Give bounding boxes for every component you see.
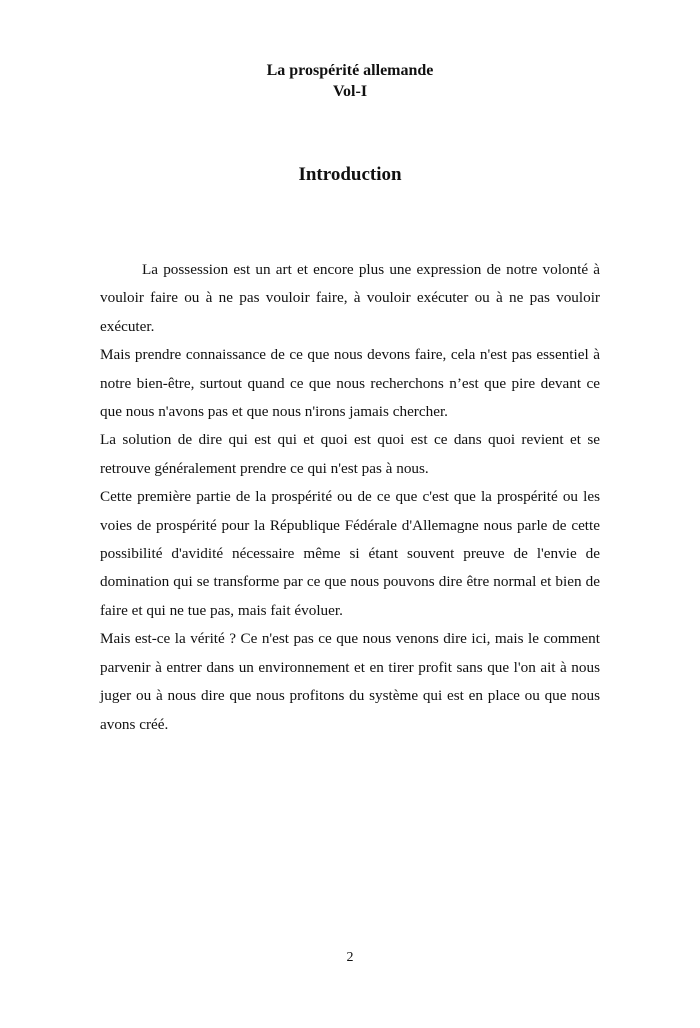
section-title: Introduction	[298, 164, 402, 185]
page-number: 2	[346, 950, 354, 965]
volume-label: Vol-I	[332, 83, 368, 100]
paragraph: La possession est un art et encore plus une expression de notre volonté à vouloir faire ou à ne pas vouloir faire, à vouloir exécuter ou à ne pas vouloir exécuter.	[100, 261, 600, 335]
paragraph: La solution de dire qui est qui et quoi est quoi est ce dans quoi revient et se retrouve généralement prendre ce qui n'est pas à nous.	[100, 431, 600, 477]
paragraph: Mais prendre connaissance de ce que nous devons faire, cela n'est pas essentiel à notre bien-être, surtout quand ce que nous recherchons n’est que pire devant ce que nous n'avons pas et que nous n'irons jamais chercher.	[100, 346, 600, 421]
paragraph: Cette première partie de la prospérité ou de ce que c'est que la prospérité ou les voies de prospérité pour la République Fédérale d'Allemagne nous parle de cette possibilité d'avidité nécessaire même si étant souvent preuve de l'envie de domination qui se transforme par ce que nous pouvons dire être normal et bien de faire et qui ne tue pas, mais fait évoluer.	[100, 488, 600, 619]
document-header	[0, 60, 700, 102]
book-title: La prospérité allemande	[266, 62, 434, 79]
paragraph: Mais est-ce la vérité ? Ce n'est pas ce que nous venons dire ici, mais le comment parvenir à entrer dans un environnement et en tirer profit sans que l'on ait à nous juger ou à nous dire que nous profitons du système qui est en place ou que nous avons créé.	[100, 630, 600, 733]
body-text	[100, 256, 600, 739]
